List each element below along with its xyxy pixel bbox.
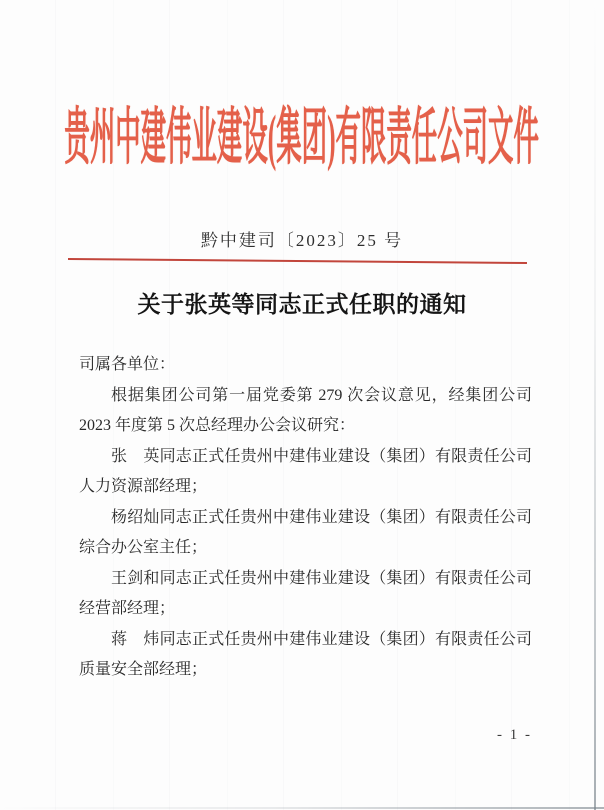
body-paragraph: 蒋 炜同志正式任贵州中建伟业建设（集团）有限责任公司质量安全部经理； bbox=[79, 630, 532, 678]
letterhead bbox=[0, 101, 604, 175]
scan-edge-bottom bbox=[0, 807, 604, 809]
org-title: 贵州中建伟业建设(集团)有限责任公司文件 bbox=[64, 104, 540, 172]
salutation: 司属各单位： bbox=[79, 356, 176, 373]
body-paragraph: 杨绍灿同志正式任贵州中建伟业建设（集团）有限责任公司综合办公室主任； bbox=[79, 508, 532, 556]
doc-number: 黔中建司〔2023〕25 号 bbox=[200, 231, 404, 250]
doc-body bbox=[79, 350, 532, 686]
page-number: - 1 - bbox=[497, 727, 532, 743]
scan-edge-right bbox=[594, 0, 596, 810]
body-paragraph: 根据集团公司第一届党委第 279 次会议意见，经集团公司 2023 年度第 5 次总经理办公会议研究： bbox=[79, 386, 532, 434]
body-paragraph: 张 英同志正式任贵州中建伟业建设（集团）有限责任公司人力资源部经理； bbox=[79, 447, 532, 495]
body-paragraph: 王剑和同志正式任贵州中建伟业建设（集团）有限责任公司经营部经理； bbox=[79, 569, 532, 617]
doc-title: 关于张英等同志正式任职的通知 bbox=[137, 292, 467, 317]
red-divider-rule bbox=[68, 258, 527, 264]
